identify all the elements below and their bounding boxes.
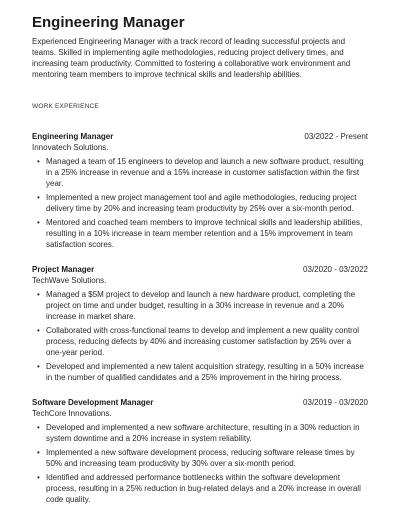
section-label-work-experience: WORK EXPERIENCE — [32, 103, 99, 110]
job-bullets — [32, 289, 368, 383]
job-entry — [32, 397, 368, 505]
resume-summary: Experienced Engineering Manager with a track record of leading successful projects and teams. Skilled in implementing agile methodologies, reducing project delivery times, and increasing team productivity. Committed to fostering a collaborative work environment and mentoring team members to improve technical skills and leadership abilities. — [32, 37, 351, 79]
job-entry — [32, 131, 368, 250]
job-bullet: • Developed and implemented a new talent acquisition strategy, resulting in a 50% increase in the number of qualified candidates and a 25% improvement in the hiring process. — [46, 361, 368, 383]
job-dates: 03/2020 - 03/2022 — [303, 265, 368, 274]
job-title: Project Manager — [32, 265, 95, 274]
job-bullet: • Collaborated with cross-functional teams to develop and implement a new quality control process, reducing defects by 40% and increasing customer satisfaction by 25% over a one-year period. — [46, 325, 368, 358]
job-company: TechCore Innovations. — [32, 409, 112, 418]
job-dates: 03/2019 - 03/2020 — [303, 398, 368, 407]
job-bullet: • Identified and addressed performance bottlenecks within the software development process, resulting in a 25% reduction in bug-related delays and a 20% increase in overall code quality. — [46, 472, 368, 505]
job-dates: 03/2022 - Present — [304, 132, 368, 141]
job-company: Innovatech Solutions. — [32, 143, 109, 152]
job-header — [32, 131, 368, 142]
resume-name: Engineering Manager — [32, 14, 185, 31]
job-header — [32, 397, 368, 408]
job-bullet: • Mentored and coached team members to improve technical skills and leadership abilities, resulting in a 10% increase in team member retention and a 15% improvement in team satisfaction scores. — [46, 217, 368, 250]
job-bullet: • Managed a team of 15 engineers to develop and launch a new software product, resulting in a 25% increase in revenue and a 15% increase in customer satisfaction within the first year. — [46, 156, 368, 189]
job-bullet: • Implemented a new project management tool and agile methodologies, reducing project delivery time by 20% and increasing team productivity by 25% over a six-month period. — [46, 192, 368, 214]
job-bullet: • Implemented a new software development process, reducing software release times by 50% and increasing team productivity by 30% over a six-month period. — [46, 447, 368, 469]
job-header — [32, 264, 368, 275]
job-title: Engineering Manager — [32, 132, 114, 141]
job-title: Software Development Manager — [32, 398, 154, 407]
job-bullet: • Managed a $5M project to develop and launch a new hardware product, completing the project on time and under budget, resulting in a 30% increase in revenue and a 20% increase in market share. — [46, 289, 368, 322]
job-company: TechWave Solutions. — [32, 276, 107, 285]
job-bullets — [32, 156, 368, 250]
job-entry — [32, 264, 368, 383]
job-bullets — [32, 422, 368, 505]
job-bullet: • Developed and implemented a new software architecture, resulting in a 30% reduction in system downtime and a 20% increase in system reliability. — [46, 422, 368, 444]
